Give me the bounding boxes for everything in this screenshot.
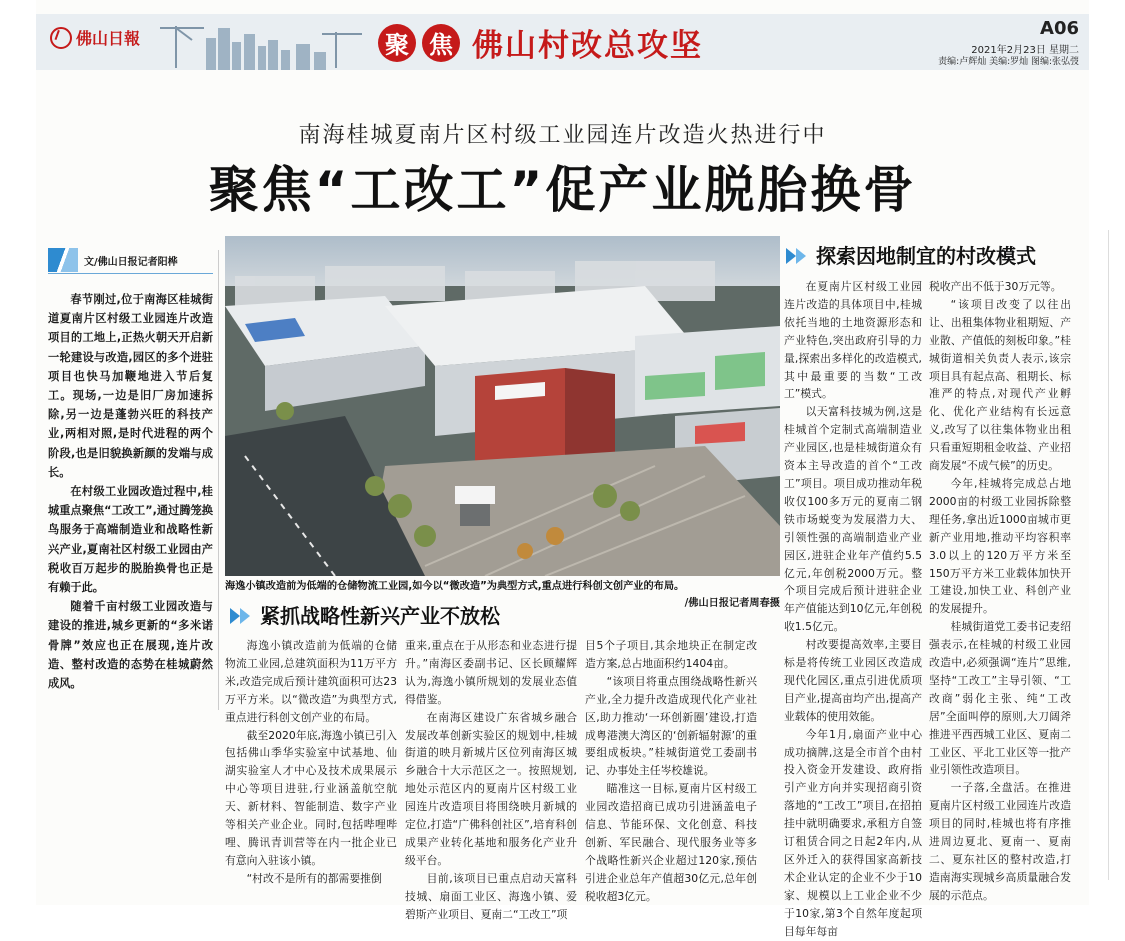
editor-credits: 责编:卢辉灿 美编:罗灿 图编:张弘弢 <box>938 57 1079 67</box>
photo-credit: /佛山日报记者周春摄 <box>684 598 780 609</box>
paragraph: 今年1月,扇面产业中心成功摘牌,这是全市首个由村投入资金开发建设、政府指引产业方向并实现招商引资落地的“工改工”项目,在招拍挂中就明确要求,承租方自签订租赁合同之日起2年内,从区外迁入的获得国家高新技术企业认定的企业不少于10家、规模以上工业企业不少于10家,第3个自然年度起项目每年每亩 <box>784 727 922 938</box>
lede-paragraph: 春节刚过,位于南海区桂城街道夏南片区村级工业园连片改造项目的工地上,正热火朝天开启新一轮建设与改造,园区的多个进驻项目也快马加鞭地进入节后复工。现场,一边是旧厂房加速拆除,另一边是蓬勃兴旺的科技产业,两相对照,是时代进程的两个阶段,也是旧貌换新颜的发端与成长。 <box>48 293 213 479</box>
paragraph: 瞄准这一目标,夏南片区村级工业园改造招商已成功引进涵盖电子信息、节能环保、文化创意、科技创新、军民融合、现代服务业等多个战略性新兴企业超过120家,预估引进企业总年产值超30亿元,总年创税收超3亿元。 <box>585 782 757 903</box>
lede <box>48 290 213 693</box>
photo-caption: 海逸小镇改造前为低端的仓储物流工业园,如今以“微改造”为典型方式,重点进行科创文创产业的布局。 <box>225 581 685 592</box>
paragraph: 税收产出不低于30万元等。 <box>929 280 1062 293</box>
section1-column-1 <box>225 637 397 888</box>
double-chevron-icon <box>784 245 810 265</box>
section1-column-2 <box>405 637 577 924</box>
paragraph: 村改要提高效率,主要目标是将传统工业园区改造成现代化园区,重点引进优质项目产业,提高亩均产出,提高产业载体的使用效能。 <box>784 638 922 723</box>
column-badge: 焦 <box>422 24 460 62</box>
masthead <box>36 14 1089 70</box>
section-heading-text: 探索因地制宜的村改模式 <box>816 244 1036 268</box>
paragraph: 在夏南片区村级工业园连片改造的具体项目中,桂城依托当地的土地资源形态和产业特色,突出政府引导的力量,探索出多样化的改造模式,其中最重要的当数“工改工”模式。 <box>784 280 922 401</box>
paragraph: “该项目将重点围绕战略性新兴产业,全力提升改造成现代化产业社区,助力推动‘一环创新圈’建设,打造成粤港澳大湾区的‘创新辐射源’的重要组成板块。”桂城街道党工委副书记、办事处主任岑校雄说。 <box>585 674 757 778</box>
paper-logo <box>50 26 140 49</box>
paragraph: 一子落,全盘活。在推进夏南片区村级工业园连片改造项目的同时,桂城也将有序推进周边夏北、夏南一、夏南二、夏东社区的整村改造,打造南海实现城乡高质量融合发展的示范点。 <box>929 781 1071 902</box>
skyline-illustration <box>156 20 366 70</box>
column-title <box>378 20 703 65</box>
section-heading-1 <box>228 600 500 629</box>
newspaper-page <box>36 0 1089 938</box>
page-edge-rule <box>1108 230 1109 880</box>
paragraph: 海逸小镇改造前为低端的仓储物流工业园,总建筑面积为11万平方米,改造完成后预计建筑面积可达23万平方米。以“微改造”为典型方式,重点进行科创文创产业的布局。 <box>225 639 397 724</box>
article-subtitle: 南海桂城夏南片区村级工业园连片改造火热进行中 <box>298 123 827 148</box>
paragraph: 目前,该项目已重点启动天富科技城、扇面工业区、海逸小镇、爱碧斯产业项目、夏南二“工改工”项 <box>405 871 577 921</box>
section2-column-2 <box>929 278 1071 905</box>
byline-box <box>48 247 213 274</box>
paragraph: 截至2020年底,海逸小镇已引入包括佛山季华实验室中试基地、仙湖实验室人才中心及技术成果展示中心等项目进驻,行业涵盖航空航天、新材料、智能制造、数字产业等相关产业企业。同时,包括哔哩哔哩、腾讯青训营等在内一批企业已有意向入驻该小镇。 <box>225 728 397 867</box>
lede-paragraph: 在村级工业园改造过程中,桂城重点聚焦“工改工”,通过腾笼换鸟服务于高端制造业和战略性新兴产业,夏南社区村级工业园由产税收百万起步的脱胎换骨也正是有赖于此。 <box>48 485 213 595</box>
section1-column-3 <box>585 637 757 906</box>
issue-date: 2021年2月23日 星期二 <box>971 45 1079 56</box>
paper-name: 佛山日報 <box>76 29 141 48</box>
byline: 文/佛山日报记者阳桦 <box>84 256 178 268</box>
aerial-photo <box>225 236 780 576</box>
paragraph: 重来,重点在于从形态和业态进行提升。”南海区委副书记、区长顾耀辉认为,海逸小镇所规划的发展业态值得借鉴。 <box>405 639 577 706</box>
paragraph: 在南海区建设广东省城乡融合发展改革创新实验区的规划中,桂城街道的映月新城片区位列南海区城乡融合十大示范区之一。按照规划,地处示范区内的夏南片区村级工业园连片改造项目将围绕映月新城的定位,打造“广佛科创社区”,培育科创成果产业转化基地和服务化产业升级平台。 <box>405 710 577 867</box>
paragraph: “村改不是所有的都需要推倒 <box>246 871 382 885</box>
section2-column-1 <box>784 278 922 941</box>
byline-icon <box>48 248 78 272</box>
aerial-photo-illustration <box>225 236 780 576</box>
paper-logo-icon <box>50 27 72 49</box>
column-badge: 聚 <box>378 24 416 62</box>
paragraph: 以天富科技城为例,这是桂城首个定制式高端制造业产业园区,也是桂城街道众有资本主导改造的首个“工改工”项目。项目成功推动年税收仅100多万元的夏南二钢铁市场蜕变为发展潜力大、引领性强的高端制造业产业园区,进驻企业年产值约5.5亿元,年创税2000万元。整个项目完成后预计进驻企业年产值能达到10亿元,年创税收1.5亿元。 <box>784 405 922 634</box>
paragraph: 今年,桂城将完成总占地2000亩的村级工业园拆除整理任务,拿出近1000亩城市更新产业用地,推动平均容积率3.0以上的120万平方米至150万平方米工业载体加快开工建设,加快工业、科创产业的发展提升。 <box>929 476 1071 616</box>
section-heading-text: 紧抓战略性新兴产业不放松 <box>260 604 500 628</box>
paragraph: “该项目改变了以往出让、出租集体物业租期短、产业散、产值低的刻板印象。”桂城街道相关负责人表示,该宗项目具有起点高、租期长、标准严的特点,对现代产业孵化、优化产业结构有长远意义,改写了以往集体物业出租只看重短期租金收益、产业招商发展“不成气候”的历史。 <box>929 297 1071 473</box>
article-title: 聚焦“工改工”促产业脱胎换骨 <box>208 161 917 219</box>
page-number: A06 <box>1040 18 1079 39</box>
paragraph: 桂城街道党工委书记麦绍强表示,在桂城的村级工业园改造中,必须强调“连片”思维,坚持“工改工”主导引领、“工改商”弱化主张、纯“工改居”全面叫停的原则,大刀阔斧推进平西西城工业区、夏南二工业区、平北工业区等一批产业引领性改造项目。 <box>929 620 1071 777</box>
double-chevron-icon <box>228 605 254 625</box>
paragraph: 目5个子项目,其余地块正在制定改造方案,总占地面积约1404亩。 <box>585 639 757 670</box>
section-heading-2 <box>784 240 1036 269</box>
column-divider <box>218 250 219 710</box>
column-name: 佛山村改总攻坚 <box>472 28 703 64</box>
lede-paragraph: 随着千亩村级工业园改造与建设的推进,城乡更新的“多米诺骨牌”效应也正在展现,连片改造、整村改造的态势在桂城蔚然成风。 <box>48 600 213 691</box>
